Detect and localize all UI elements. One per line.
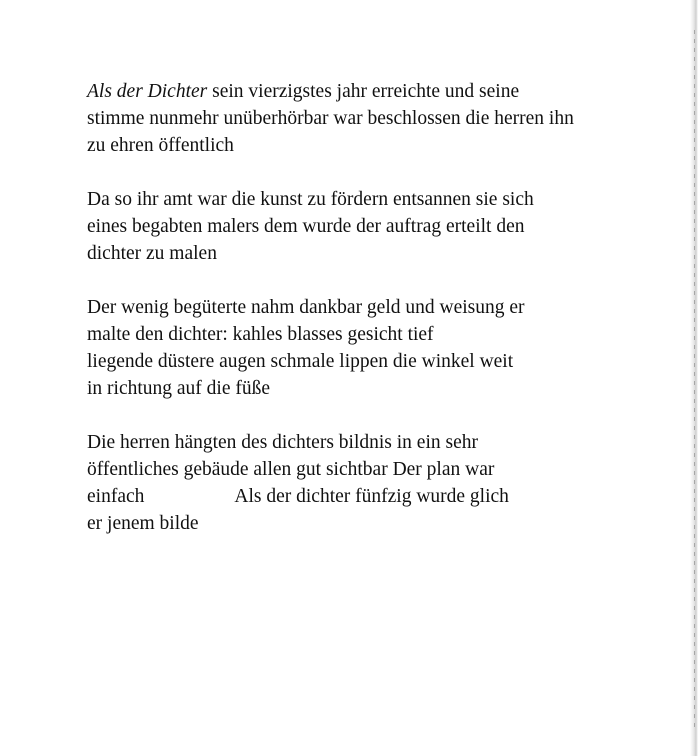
stanza-3: [87, 294, 607, 402]
poem-line: liegende düstere augen schmale lippen die winkel weit: [87, 351, 514, 372]
poem-line: [87, 78, 607, 105]
poem-line-first-part: einfach: [87, 486, 145, 507]
stanza-1: [87, 78, 607, 159]
poem-text: [87, 78, 607, 564]
poem-line: stimme nunmehr unüberhörbar war beschlossen die herren ihn: [87, 108, 574, 129]
poem-line: Da so ihr amt war die kunst zu fördern entsannen sie sich: [87, 189, 534, 210]
poem-line: er jenem bilde: [87, 513, 199, 534]
poem-line: in richtung auf die füße: [87, 378, 271, 399]
poem-title-phrase: Als der Dichter: [87, 81, 208, 102]
poem-line: öffentliches gebäude allen gut sichtbar Der plan war: [87, 459, 495, 480]
poem-line-rest: sein vierzigstes jahr erreichte und seine: [207, 81, 520, 102]
poem-line: eines begabten malers dem wurde der auftrag erteilt den: [87, 216, 525, 237]
page-edge-line: [694, 30, 695, 730]
stanza-2: [87, 186, 607, 267]
poem-line: Die herren hängten des dichters bildnis in ein sehr: [87, 432, 478, 453]
stanza-4: [87, 429, 607, 537]
poem-line: Der wenig begüterte nahm dankbar geld und weisung er: [87, 297, 525, 318]
poem-line: [87, 483, 607, 510]
poem-line-second-part: Als der dichter fünfzig wurde glich: [234, 486, 509, 507]
poem-line: malte den dichter: kahles blasses gesicht tief: [87, 324, 434, 345]
poem-line: zu ehren öffentlich: [87, 135, 234, 156]
poem-line: dichter zu malen: [87, 243, 217, 264]
